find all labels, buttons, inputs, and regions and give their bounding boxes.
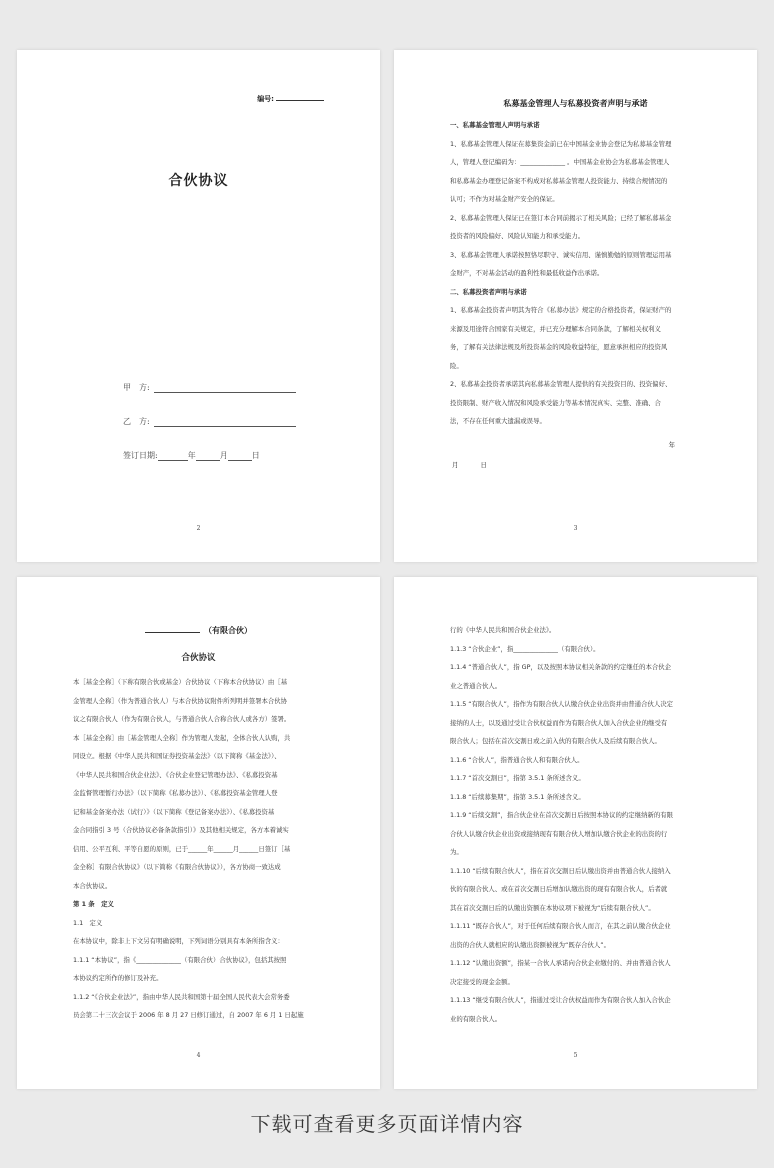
party-a-field: 甲 方: — [123, 382, 296, 393]
text-line: 1.1.1 “本协议”，指《______________（有限合伙）合伙协议》，包括其按照 — [73, 955, 287, 964]
text-line: 《中华人民共和国合伙企业法》、《合伙企业登记管理办法》、《私募投资基 — [73, 770, 278, 779]
definitions-body — [450, 621, 707, 1028]
text-line: 本［基金全称］由［基金管理人全称］作为管理人发起，全体合伙人认购，共 — [73, 733, 291, 742]
text-line: 决定接受的现金金额。 — [450, 977, 514, 986]
text-line: 金全称］有限合伙协议》（以下简称《有限合伙协议》），各方协商一致达成 — [73, 863, 281, 871]
text-line: 1.1.9 “后续交割”，指合伙企业在首次交割日后按照本协议的约定继纳新的有限 — [450, 811, 674, 819]
agreement-body — [73, 673, 330, 1025]
declaration-body — [450, 116, 707, 431]
page-number: 4 — [196, 1052, 201, 1059]
text-line: 金监督管理暂行办法》（以下简称《私募办法》）、《私募投资基金管理人登 — [73, 789, 278, 797]
text-line: 信用、公平互利、平等自愿的原则，已于______年______月______日签订［基 — [73, 844, 291, 853]
text-line: 险。 — [450, 361, 463, 370]
text-line: 行的《中华人民共和国合伙企业法》。 — [450, 626, 556, 634]
text-line: 1.1.10 “后续有限合伙人”，指在首次交割日后认缴出资并由普通合伙人接纳入 — [450, 866, 671, 875]
text-line: 2、私募基金投资者承诺其向私募基金管理人提供的有关投资目的、投资偏好、 — [450, 380, 672, 388]
text-line: 1.1.7 “首次交割日”，指第 3.5.1 条所述含义。 — [450, 774, 585, 782]
text-line: 来源及用途符合国家有关规定，并已充分理解本合同条款，了解相关权利义 — [450, 324, 661, 333]
text-line: 1.1.5 “有限合伙人”，指作为有限合伙人认缴合伙企业出资并由普通合伙人决定 — [450, 700, 674, 708]
text-line: 本［基金全称］（下称有限合伙或基金）合伙协议（下称本合伙协议）由［基 — [73, 678, 288, 686]
date-year: 年 — [668, 441, 675, 449]
page-number: 3 — [573, 525, 578, 532]
page-4 — [17, 577, 380, 1089]
text-line: 1.1 定义 — [73, 918, 103, 927]
text-line: 伙的有限合伙人、或在首次交割日后增加认缴出资的现有有限合伙人，后者就 — [450, 885, 668, 893]
text-line: 投资限制、财产收入情况和风险承受能力等基本情况真实、完整、准确、合 — [450, 398, 661, 407]
text-line: 务，了解有关法律法规及所投资基金的风险收益特征，愿意承担相应的投资风 — [450, 343, 668, 351]
text-line: 金合同指引 3 号（合伙协议必备条款指引）》及其他相关规定，各方本着诚实 — [73, 826, 289, 834]
text-line: 投资者的风险偏好、风险认知能力和承受能力。 — [450, 232, 585, 240]
page-5 — [394, 577, 757, 1089]
text-line: 认可；不作为对基金财产安全的保证。 — [450, 195, 559, 203]
text-line: 1.1.6 “合伙人”，指普通合伙人和有限合伙人。 — [450, 755, 584, 764]
text-line: 业之普通合伙人。 — [450, 681, 502, 690]
page-3 — [394, 50, 757, 562]
text-line: 接纳的人士，以及通过受让合伙权益而作为有限合伙人加入合伙企业的继受有 — [450, 718, 668, 727]
text-line: 1.1.3 “合伙企业”，指______________（有限合伙）。 — [450, 644, 600, 653]
text-line: 1、私募基金管理人保证在募集资金前已在中国基金业协会登记为私募基金管理 — [450, 139, 672, 148]
page-number: 5 — [573, 1052, 578, 1059]
agreement-heading: （有限合伙） — [17, 625, 380, 636]
text-line: 业的有限合伙人。 — [450, 1014, 502, 1023]
text-line: 法，不存在任何重大遗漏或误导。 — [450, 417, 546, 425]
page-2 — [17, 50, 380, 562]
text-line: 1.1.4 “普通合伙人”，指 GP，以及按照本协议相关条款的约定继任的本合伙企 — [450, 663, 672, 671]
page-number: 2 — [196, 525, 201, 532]
sign-date-field: 签订日期: 年 月 日 — [123, 451, 260, 460]
text-line: 1.1.12 “认缴出资额”，指某一合伙人承诺向合伙企业缴付的、并由普通合伙人 — [450, 959, 671, 967]
text-line: 记和基金备案办法（试行）》（以下简称《登记备案办法》）、《私募投资基 — [73, 807, 275, 816]
download-more-caption: 下载可查看更多页面详情内容 — [250, 1112, 524, 1136]
text-line: 其在首次交割日后的认缴出资额在本协议项下被视为“后续有限合伙人”。 — [450, 903, 655, 912]
text-line: 第 1 条 定义 — [73, 900, 114, 908]
text-line: 2、私募基金管理人保证已在签订本合同前揭示了相关风险；已经了解私募基金 — [450, 213, 672, 222]
text-line: 出资的合伙人就相应的认缴出资额被视为“既存合伙人”。 — [450, 940, 610, 949]
declaration-title: 私募基金管理人与私募投资者声明与承诺 — [503, 99, 648, 108]
text-line: 一、私募基金管理人声明与承诺 — [450, 121, 540, 129]
page-title: 合伙协议 — [168, 173, 229, 189]
agreement-subtitle: 合伙协议 — [181, 653, 216, 663]
text-line: 在本协议中，除非上下文另有明确说明，下列词语分别具有本条所指含义： — [73, 937, 284, 945]
text-line: 员会第二十三次会议于 2006 年 8 月 27 日修订通过，自 2007 年 6 月 1 日起施 — [73, 1011, 304, 1019]
text-line: 1.1.13 “继受有限合伙人”，指通过受让合伙权益而作为有限合伙人加入合伙企 — [450, 996, 671, 1004]
text-line: 合伙人认缴合伙企业出资或接纳现有有限合伙人增加认缴合伙企业的出资的行 — [450, 829, 668, 838]
text-line: 1.1.11 “既存合伙人”，对于任何后续有限合伙人而言，在其之前认缴合伙企业 — [450, 922, 671, 930]
text-line: 本合伙协议。 — [73, 881, 112, 890]
text-line: 3、私募基金管理人承诺按照恪尽职守、诚实信用、谨慎勤勉的原则管理运用基 — [450, 250, 672, 259]
text-line: 金财产，不对基金活动的盈利性和最低收益作出承诺。 — [450, 269, 604, 277]
text-line: 本协议约定所作的修订及补充。 — [73, 974, 163, 982]
text-line: 议之有限合伙人（作为有限合伙人，与普通合伙人合称合伙人或各方）签署。 — [73, 715, 291, 723]
text-line: 和私募基金办理登记备案不构成对私募基金管理人投资能力、持续合规情况的 — [450, 176, 668, 185]
text-line: 人，管理人登记编码为：______________ 。中国基金业协会为私募基金管理人 — [450, 158, 670, 166]
contract-number-label: 编号: — [257, 94, 324, 104]
text-line: 同设立。根据《中华人民共和国证券投资基金法》（以下简称《基金法》）、 — [73, 752, 281, 760]
text-line: 1.1.2 “《合伙企业法》”，指由中华人民共和国第十届全国人民代表大会常务委 — [73, 992, 290, 1001]
text-line: 限合伙人；包括在首次交割日或之前入伙的有限合伙人及后续有限合伙人。 — [450, 737, 661, 745]
text-line: 为。 — [450, 848, 463, 856]
text-line: 1、私募基金投资者声明其为符合《私募办法》规定的合格投资者，保证财产的 — [450, 306, 672, 314]
party-b-field: 乙 方: — [123, 416, 296, 427]
date-month-day: 月 日 — [452, 461, 487, 469]
text-line: 二、私募投资者声明与承诺 — [450, 287, 527, 296]
text-line: 金管理人全称］（作为普通合伙人）与本合伙协议附件所列明并签署本合伙协 — [73, 696, 288, 705]
text-line: 1.1.8 “后续募集期”，指第 3.5.1 条所述含义。 — [450, 792, 585, 801]
